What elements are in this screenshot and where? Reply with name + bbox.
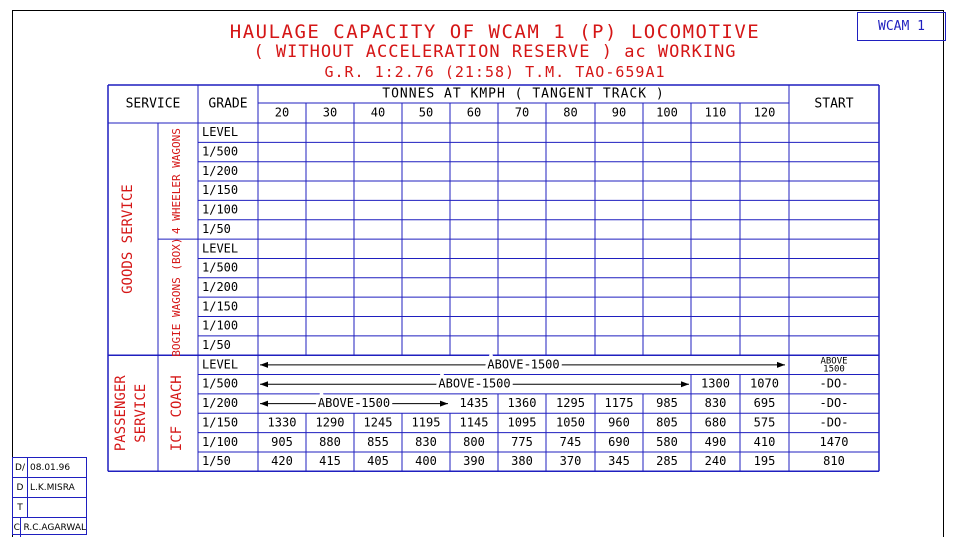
speed-label: 70 [514, 105, 530, 120]
tonnage-value: 1360 [507, 396, 537, 411]
tonnage-value: 855 [367, 434, 389, 449]
tonnage-value: 695 [753, 396, 776, 411]
title-line-1: HAULAGE CAPACITY OF WCAM 1 (P) LOCOMOTIVE [229, 21, 761, 43]
grade-label: 1/200 [202, 396, 239, 411]
grade-label: 1/500 [202, 144, 239, 159]
tonnage-value: 1435 [459, 396, 489, 411]
above-label: ABOVE 1500 [487, 357, 560, 372]
passenger-label: SERVICE [133, 383, 149, 443]
start-header: START [814, 96, 854, 112]
tonnage-value: 490 [704, 434, 727, 449]
grade-label: 1/50 [202, 221, 231, 236]
grade-label: 1/200 [202, 279, 239, 294]
speed-label: 80 [563, 105, 578, 120]
tonnage-value: 745 [559, 434, 582, 449]
grade-label: 1/50 [202, 454, 231, 469]
passenger-label: PASSENGER [113, 375, 129, 452]
speed-label: 110 [704, 105, 727, 120]
signature-key: D [13, 478, 28, 497]
start-value: 810 [823, 454, 845, 469]
signature-key: T [13, 498, 28, 517]
tonnage-value: 960 [608, 415, 630, 430]
tonnage-value: 805 [656, 415, 678, 430]
tonnage-value: 400 [415, 454, 437, 469]
tonnage-value: 420 [271, 454, 293, 469]
grade-label: 1/200 [202, 163, 239, 178]
tonnage-value: 1145 [459, 415, 489, 430]
signature-key: C [13, 518, 21, 537]
grade-label: LEVEL [202, 125, 239, 140]
speed-label: 40 [370, 105, 386, 120]
speed-label: 120 [753, 105, 776, 120]
start-value: -DO- [819, 396, 849, 411]
grade-label: 1/500 [202, 376, 239, 391]
goods-service-label: GOODS SERVICE [120, 184, 136, 294]
tonnage-value: 690 [608, 434, 630, 449]
grade-label: 1/150 [202, 183, 239, 198]
above-label: ABOVE 1500 [438, 376, 511, 391]
speed-label: 100 [656, 105, 678, 120]
grade-label: 1/100 [202, 434, 239, 449]
tonnage-value: 1175 [604, 396, 634, 411]
tonnage-value: 1095 [507, 415, 537, 430]
tonnage-value: 680 [704, 415, 727, 430]
tonnage-value: 345 [608, 454, 630, 469]
tonnage-value: 390 [463, 454, 485, 469]
signature-row [13, 498, 86, 518]
wheeler-wagons-label: 4 WHEELER WAGONS [170, 128, 183, 235]
speed-label: 20 [274, 105, 290, 120]
grade-label: LEVEL [202, 241, 239, 256]
tonnage-value: 575 [753, 415, 776, 430]
tonnage-value: 380 [511, 454, 533, 469]
tonnage-value: 830 [704, 396, 727, 411]
tonnage-value: 800 [463, 434, 485, 449]
grade-label: 1/100 [202, 318, 239, 333]
tonnage-value: 370 [559, 454, 582, 469]
signature-value: R.C.AGARWAL [23, 522, 86, 533]
start-value: -DO- [819, 415, 849, 430]
grade-label: 1/150 [202, 415, 239, 430]
tonnage-value: 410 [753, 434, 776, 449]
tonnage-value: 1070 [750, 376, 779, 391]
tonnage-value: 285 [656, 454, 678, 469]
title-line-2: ( WITHOUT ACCELERATION RESERVE ) ac WORKING [253, 42, 737, 62]
tonnage-value: 1050 [556, 415, 585, 430]
service-header: SERVICE [125, 96, 181, 112]
tonnage-value: 880 [319, 434, 341, 449]
speed-label: 90 [611, 105, 627, 120]
grade-label: 1/100 [202, 202, 239, 217]
tonnage-value: 240 [704, 454, 727, 469]
tonnes-header: TONNES AT KMPH ( TANGENT TRACK ) [382, 86, 665, 102]
tonnage-value: 1300 [701, 376, 730, 391]
tonnage-value: 1195 [411, 415, 441, 430]
drawing-tag: WCAM 1 [857, 12, 946, 41]
tonnage-value: 1290 [315, 415, 345, 430]
tonnage-value: 415 [319, 454, 341, 469]
grade-label: 1/500 [202, 260, 239, 275]
signature-key: D/ [13, 458, 28, 477]
signature-block [12, 457, 87, 535]
grade-header: GRADE [208, 96, 248, 112]
tonnage-value: 905 [271, 434, 293, 449]
tonnage-value: 1330 [267, 415, 297, 430]
tonnage-value: 1295 [556, 396, 585, 411]
start-value: 1470 [819, 434, 849, 449]
speed-label: 50 [418, 105, 434, 120]
tonnage-value: 985 [656, 396, 678, 411]
start-value: -DO- [819, 376, 849, 391]
tonnage-value: 830 [415, 434, 437, 449]
grade-label: 1/150 [202, 299, 239, 314]
tonnage-value: 1245 [363, 415, 393, 430]
above-label: ABOVE 1500 [317, 396, 391, 411]
signature-row [13, 518, 86, 537]
tonnage-value: 195 [753, 454, 776, 469]
tonnage-value: 580 [656, 434, 678, 449]
signature-value [28, 498, 86, 517]
signature-row [13, 478, 86, 498]
start-value: 1500 [823, 364, 845, 375]
start-value: ABOVE [820, 356, 848, 367]
signature-value: L.K.MISRA [30, 482, 75, 493]
title-line-3: G.R. 1:2.76 (21:58) T.M. TAO-659A1 [324, 63, 666, 81]
signature-row [13, 458, 86, 478]
grade-label: 1/50 [202, 338, 231, 353]
bogie-wagons-label: BOGIE WAGONS (BOX) [170, 237, 183, 357]
icf-coach-label: ICF COACH [169, 375, 185, 452]
signature-value: 08.01.96 [30, 462, 71, 473]
speed-label: 60 [466, 105, 482, 120]
tonnage-value: 775 [511, 434, 533, 449]
speed-label: 30 [322, 105, 338, 120]
grade-label: LEVEL [202, 357, 239, 372]
tonnage-value: 405 [367, 454, 389, 469]
